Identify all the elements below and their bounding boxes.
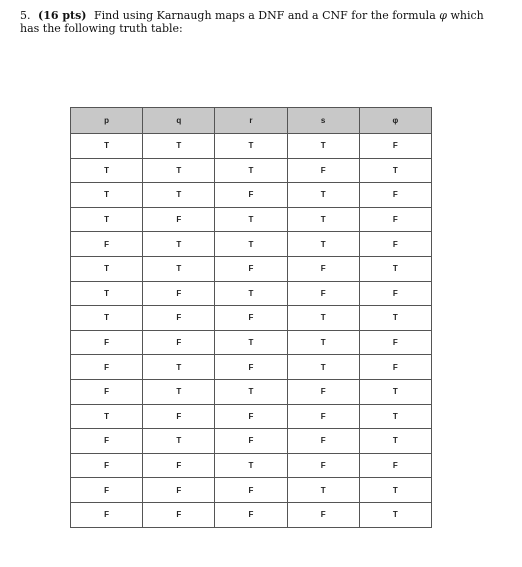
cell-q: F (143, 207, 215, 232)
cell-phi: T (359, 379, 431, 404)
header-p: p (71, 108, 143, 134)
table-row (71, 158, 432, 183)
header-q: q (143, 108, 215, 134)
cell-p: F (71, 232, 143, 257)
table-row (71, 306, 432, 331)
cell-p: T (71, 306, 143, 331)
cell-s: T (287, 306, 359, 331)
cell-phi: F (359, 453, 431, 478)
table-row (71, 379, 432, 404)
cell-r: F (215, 306, 287, 331)
table-row (71, 478, 432, 503)
cell-r: F (215, 502, 287, 527)
cell-q: T (143, 379, 215, 404)
cell-p: T (71, 207, 143, 232)
cell-p: T (71, 183, 143, 208)
cell-r: T (215, 330, 287, 355)
cell-r: F (215, 404, 287, 429)
cell-r: F (215, 478, 287, 503)
problem-text-end: which has the following truth table: (20, 9, 484, 35)
cell-q: F (143, 306, 215, 331)
cell-q: T (143, 134, 215, 159)
cell-phi: F (359, 183, 431, 208)
cell-q: F (143, 330, 215, 355)
cell-p: F (71, 330, 143, 355)
table-row (71, 232, 432, 257)
cell-phi: T (359, 502, 431, 527)
cell-s: F (287, 502, 359, 527)
problem-text-start: Find using Karnaugh maps a DNF and a CNF for the formula (94, 9, 436, 22)
header-phi: φ (359, 108, 431, 134)
cell-r: T (215, 158, 287, 183)
truth-table-body (71, 134, 432, 528)
cell-phi: T (359, 256, 431, 281)
cell-q: T (143, 429, 215, 454)
cell-s: F (287, 379, 359, 404)
cell-phi: F (359, 207, 431, 232)
truth-table (70, 107, 432, 528)
cell-p: T (71, 404, 143, 429)
cell-p: T (71, 158, 143, 183)
cell-phi: F (359, 134, 431, 159)
cell-p: F (71, 355, 143, 380)
cell-r: F (215, 429, 287, 454)
header-s: s (287, 108, 359, 134)
cell-phi: F (359, 330, 431, 355)
cell-q: F (143, 281, 215, 306)
cell-s: F (287, 404, 359, 429)
cell-q: F (143, 453, 215, 478)
cell-q: T (143, 232, 215, 257)
cell-r: F (215, 183, 287, 208)
problem-statement (20, 9, 500, 35)
table-row (71, 330, 432, 355)
table-row (71, 183, 432, 208)
cell-q: F (143, 404, 215, 429)
cell-s: F (287, 429, 359, 454)
cell-s: T (287, 183, 359, 208)
cell-p: F (71, 453, 143, 478)
cell-p: F (71, 502, 143, 527)
cell-s: F (287, 453, 359, 478)
table-row (71, 355, 432, 380)
formula-symbol: φ (439, 9, 447, 22)
cell-s: F (287, 256, 359, 281)
cell-s: T (287, 134, 359, 159)
cell-s: T (287, 207, 359, 232)
cell-r: T (215, 232, 287, 257)
problem-points: (16 pts) (38, 9, 87, 22)
cell-phi: F (359, 355, 431, 380)
cell-p: F (71, 379, 143, 404)
cell-s: F (287, 158, 359, 183)
cell-r: F (215, 256, 287, 281)
cell-phi: T (359, 306, 431, 331)
cell-phi: T (359, 158, 431, 183)
header-r: r (215, 108, 287, 134)
table-row (71, 281, 432, 306)
truth-table-header-row (71, 108, 432, 134)
cell-r: T (215, 134, 287, 159)
problem-number: 5. (20, 9, 31, 22)
cell-q: F (143, 502, 215, 527)
table-row (71, 453, 432, 478)
cell-s: T (287, 355, 359, 380)
cell-phi: F (359, 281, 431, 306)
cell-s: T (287, 478, 359, 503)
table-row (71, 207, 432, 232)
cell-r: T (215, 379, 287, 404)
cell-q: T (143, 183, 215, 208)
cell-q: T (143, 256, 215, 281)
cell-q: T (143, 158, 215, 183)
cell-p: T (71, 281, 143, 306)
table-row (71, 502, 432, 527)
cell-q: F (143, 478, 215, 503)
cell-phi: T (359, 404, 431, 429)
table-row (71, 404, 432, 429)
cell-phi: T (359, 478, 431, 503)
cell-phi: F (359, 232, 431, 257)
cell-r: F (215, 355, 287, 380)
cell-s: F (287, 281, 359, 306)
table-row (71, 256, 432, 281)
table-row (71, 134, 432, 159)
cell-p: F (71, 478, 143, 503)
cell-p: T (71, 256, 143, 281)
cell-r: T (215, 207, 287, 232)
cell-r: T (215, 281, 287, 306)
cell-q: T (143, 355, 215, 380)
cell-s: T (287, 232, 359, 257)
cell-s: T (287, 330, 359, 355)
table-row (71, 429, 432, 454)
cell-p: F (71, 429, 143, 454)
cell-phi: T (359, 429, 431, 454)
cell-r: T (215, 453, 287, 478)
cell-p: T (71, 134, 143, 159)
